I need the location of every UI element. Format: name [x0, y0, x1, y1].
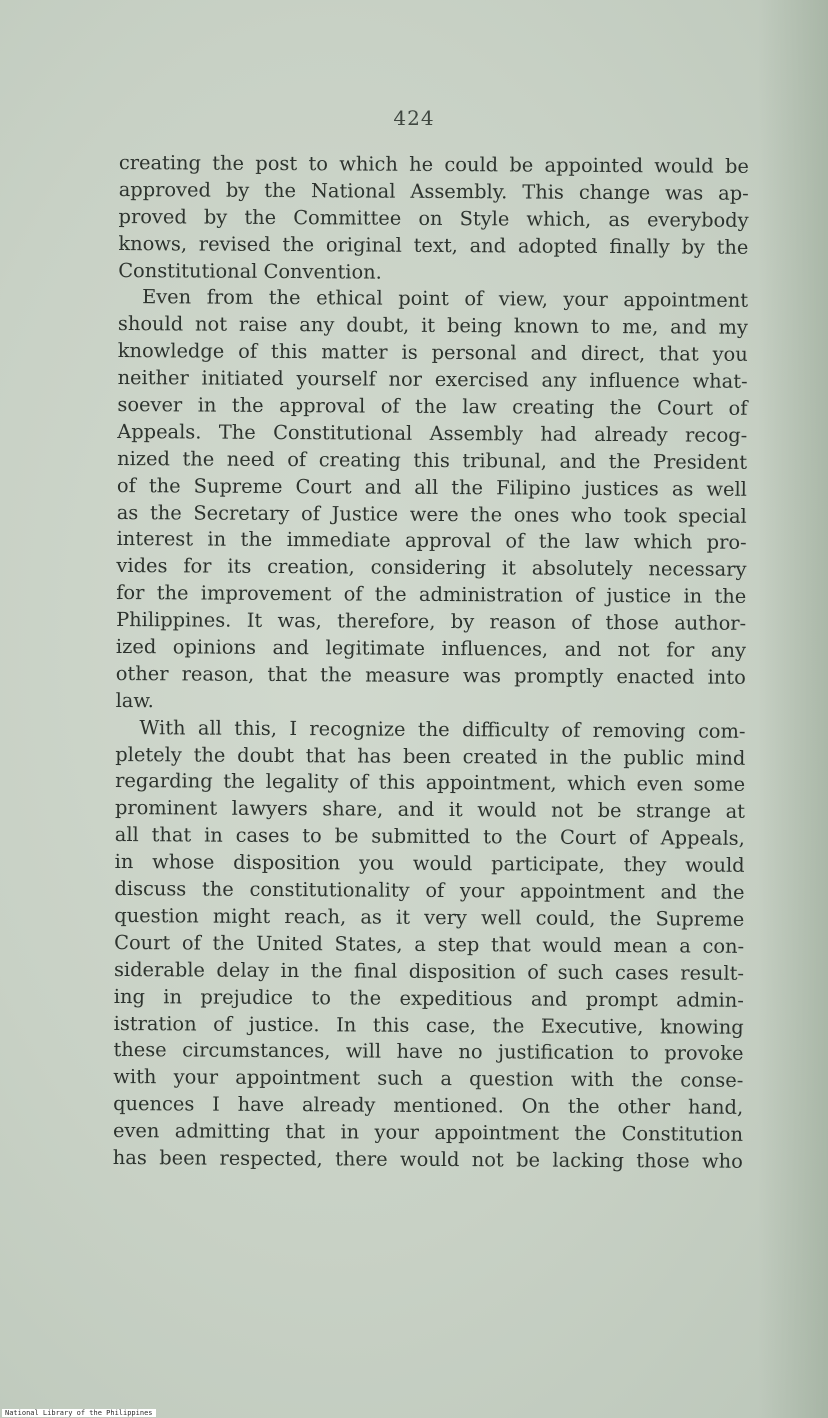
paragraph-start-line: With all this, I recognize the difficulty of removing com-	[139, 715, 746, 743]
text-line: of the Supreme Court and all the Filipino justices as well	[116, 473, 748, 501]
text-line: Appeals. The Constitutional Assembly had already recog-	[117, 419, 748, 447]
text-line: soever in the approval of the law creating the Court of	[117, 393, 748, 420]
text-line: istration of justice. In this case, the Executive, knowing	[113, 1011, 744, 1039]
text-line: knows, revised the original text, and adopted finally by the	[118, 231, 749, 259]
text-line: vides for its creation, considering it absolutely necessary	[116, 554, 747, 582]
page-number: 424	[393, 106, 435, 130]
text-line: in whose disposition you would participate, they would	[114, 850, 745, 877]
text-line: pletely the doubt that has been created in the public mind	[115, 742, 746, 770]
text-line: ized opinions and legitimate influences, and not for any	[115, 635, 747, 662]
text-line: has been respected, there would not be lacking those who	[112, 1145, 743, 1173]
text-line: question might reach, as it very well could, the Supreme	[114, 903, 745, 931]
text-line: all that in cases to be submitted to the Court of Appeals,	[114, 823, 745, 851]
text-line: regarding the legality of this appointment, which even some	[115, 769, 746, 797]
text-line: law.	[115, 688, 154, 713]
text-line: prominent lawyers share, and it would not be strange at	[114, 796, 746, 824]
text-line: proved by the Committee on Style which, as everybody	[118, 204, 749, 232]
body-text	[113, 150, 749, 1176]
page-edge-shadow	[758, 0, 828, 1418]
text-line: discuss the constitutionality of your appointment and the	[114, 877, 745, 904]
text-line: with your appointment such a question with the conse-	[113, 1065, 744, 1093]
text-line: should not raise any doubt, it being known to me, and my	[117, 312, 748, 340]
text-line: approved by the National Assembly. This change was ap-	[118, 177, 749, 205]
text-line: siderable delay in the final disposition of such cases result-	[113, 957, 745, 985]
text-line: neither initiated yourself nor exercised any influence what-	[117, 366, 748, 393]
text-line: Court of the United States, a step that would mean a con-	[114, 930, 745, 958]
library-credit: National Library of the Philippines	[2, 1409, 156, 1417]
text-line: as the Secretary of Justice were the ones who took special	[116, 500, 747, 528]
text-line: ing in prejudice to the expeditious and prompt admin-	[113, 984, 744, 1012]
text-line: for the improvement of the administration of justice in the	[116, 581, 747, 609]
text-line: these circumstances, will have no justification to provoke	[113, 1038, 744, 1066]
paragraph-start-line: Even from the ethical point of view, your appointment	[142, 285, 749, 313]
text-line: interest in the immediate approval of the law which pro-	[116, 527, 747, 555]
text-line: other reason, that the measure was promptly enacted into	[115, 661, 746, 689]
text-line: creating the post to which he could be appointed would be	[118, 150, 749, 178]
text-line: knowledge of this matter is personal and direct, that you	[117, 339, 748, 367]
text-line: nized the need of creating this tribunal, and the President	[117, 446, 748, 474]
text-line: Philippines. It was, therefore, by reason of those author-	[116, 608, 747, 635]
text-line: even admitting that in your appointment the Constitution	[112, 1119, 744, 1146]
text-line: quences I have already mentioned. On the other hand,	[113, 1092, 744, 1120]
text-line: Constitutional Convention.	[118, 258, 382, 284]
